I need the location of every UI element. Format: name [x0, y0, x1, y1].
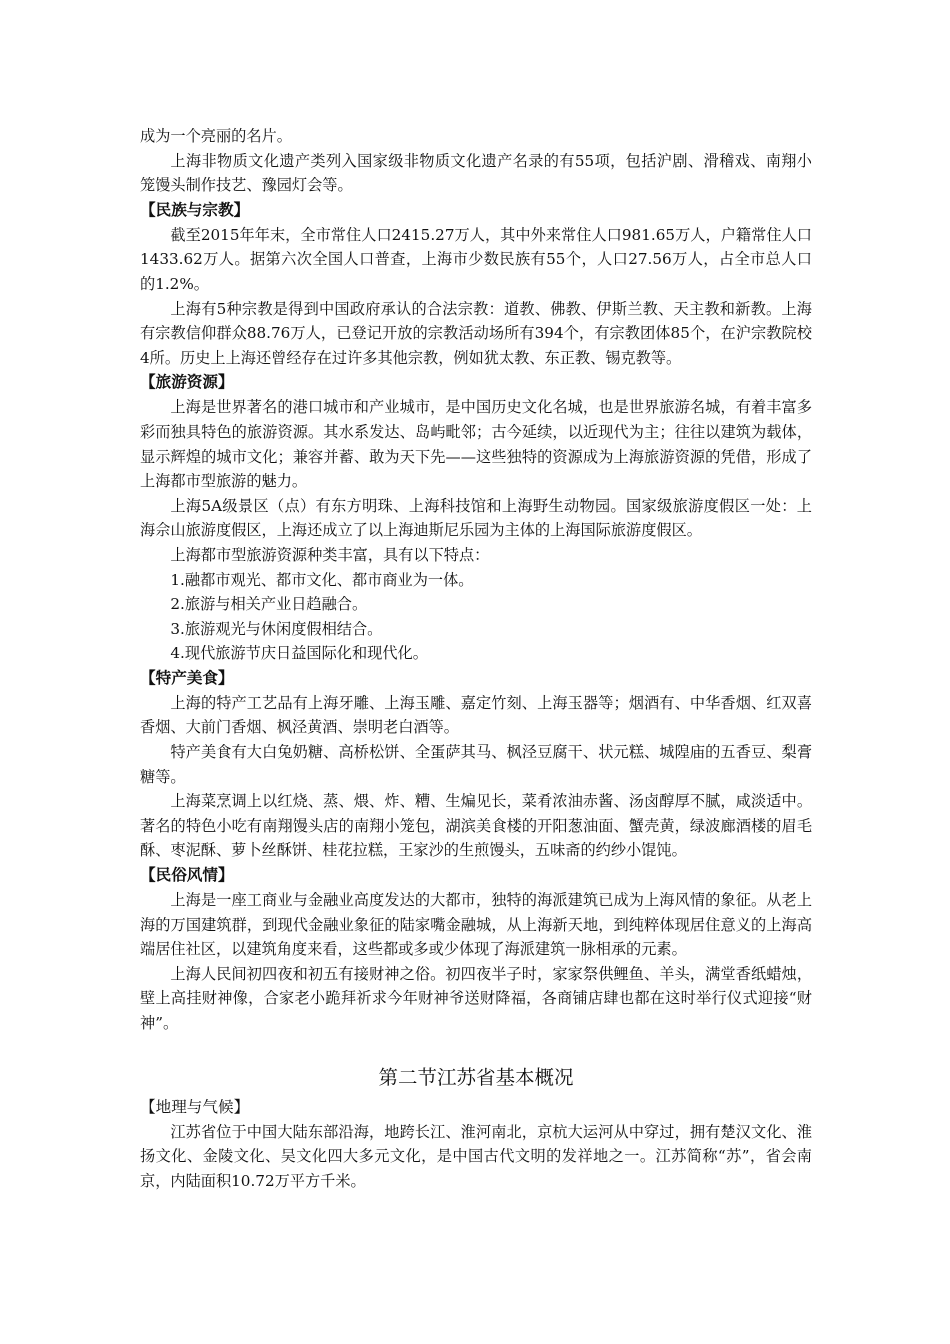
paragraph-tourism-2: 上海5A级景区（点）有东方明珠、上海科技馆和上海野生动物园。国家级旅游度假区一处：上海佘山旅游度假区，上海还成立了以上海迪斯尼乐园为主体的上海国际旅游度假区。 [140, 496, 812, 540]
paragraph-food-3: 上海菜烹调上以红烧、蒸、煨、炸、糟、生煸见长，菜肴浓油赤酱、汤卤醇厚不腻，咸淡适中。著名的特色小吃有南翔馒头店的南翔小笼包，湖滨美食楼的开阳葱油面、蟹壳黄，绿波廊酒楼的眉毛酥、枣泥酥、萝卜丝酥饼、桂花拉糕，王家沙的生煎馒头，五味斋的约纱小馄饨。 [140, 792, 812, 860]
paragraph-tourism-1: 上海是世界著名的港口城市和产业城市，是中国历史文化名城，也是世界旅游名城，有着丰富多彩而独具特色的旅游资源。其水系发达、岛屿毗邻；古今延续，以近现代为主；往往以建筑为载体，显示辉煌的城市文化；兼容并蓄、敢为天下先——这些独特的资源成为上海旅游资源的凭借，形成了上海都市型旅游的魅力。 [140, 398, 812, 491]
paragraph-heritage: 上海非物质文化遗产类列入国家级非物质文化遗产名录的有55项，包括沪剧、滑稽戏、南翔小笼馒头制作技艺、豫园灯会等。 [140, 151, 812, 195]
section-title-jiangsu: 第二节江苏省基本概况 [378, 1065, 574, 1089]
paragraph-population: 截至2015年年末，全市常住人口2415.27万人，其中外来常住人口981.65万人，户籍常住人口1433.62万人。据第六次全国人口普查，上海市少数民族有55个，人口27.56万人，占全市总人口的1.2%。 [140, 225, 812, 293]
paragraph-tourism-3: 上海都市型旅游资源种类丰富，具有以下特点： [170, 545, 490, 564]
paragraph-customs-2: 上海人民间初四夜和初五有接财神之俗。初四夜半子时，家家祭供鲤鱼、羊头，满堂香纸蜡烛，壁上高挂财神像，合家老小跪拜祈求今年财神爷送财降福，各商铺店肆也都在这时举行仪式迎接“财神”。 [140, 964, 812, 1032]
paragraph-customs-1: 上海是一座工商业与金融业高度发达的大都市，独特的海派建筑已成为上海风情的象征。从老上海的万国建筑群，到现代金融业象征的陆家嘴金融城，从上海新天地，到纯粹体现居住意义的上海高端居住社区，以建筑角度来看，这些都或多或少体现了海派建筑一脉相承的元素。 [140, 891, 812, 959]
paragraph-religion: 上海有5种宗教是得到中国政府承认的合法宗教：道教、佛教、伊斯兰教、天主教和新教。上海有宗教信仰群众88.76万人，已登记开放的宗教活动场所有394个，有宗教团体85个，在沪宗教院校4所。历史上上海还曾经存在过许多其他宗教，例如犹太教、东正教、锡克教等。 [140, 299, 812, 367]
document-page [140, 124, 812, 1193]
heading-customs: 【民俗风情】 [140, 866, 234, 885]
paragraph-food-2: 特产美食有大白兔奶糖、高桥松饼、全蛋萨其马、枫泾豆腐干、状元糕、城隍庙的五香豆、梨膏糖等。 [140, 743, 812, 786]
heading-geography: 【地理与气候】 [140, 1097, 250, 1116]
list-item: 4.现代旅游节庆日益国际化和现代化。 [170, 644, 428, 663]
paragraph-intro-tail: 成为一个亮丽的名片。 [140, 127, 292, 145]
list-item: 3.旅游观光与休闲度假相结合。 [170, 619, 383, 638]
paragraph-food-1: 上海的特产工艺品有上海牙雕、上海玉雕、嘉定竹刻、上海玉器等；烟酒有、中华香烟、红双喜香烟、大前门香烟、枫泾黄酒、崇明老白酒等。 [140, 693, 812, 737]
list-item: 1.融都市观光、都市文化、都市商业为一体。 [170, 570, 474, 589]
heading-tourism: 【旅游资源】 [140, 373, 234, 392]
heading-ethnic-religion: 【民族与宗教】 [140, 200, 250, 219]
list-item: 2.旅游与相关产业日趋融合。 [170, 595, 368, 614]
paragraph-jiangsu: 江苏省位于中国大陆东部沿海，地跨长江、淮河南北，京杭大运河从中穿过，拥有楚汉文化、淮扬文化、金陵文化、吴文化四大多元文化，是中国古代文明的发祥地之一。江苏简称“苏”，省会南京，内陆面积10.72万平方千米。 [140, 1122, 812, 1190]
heading-food: 【特产美食】 [140, 668, 234, 687]
